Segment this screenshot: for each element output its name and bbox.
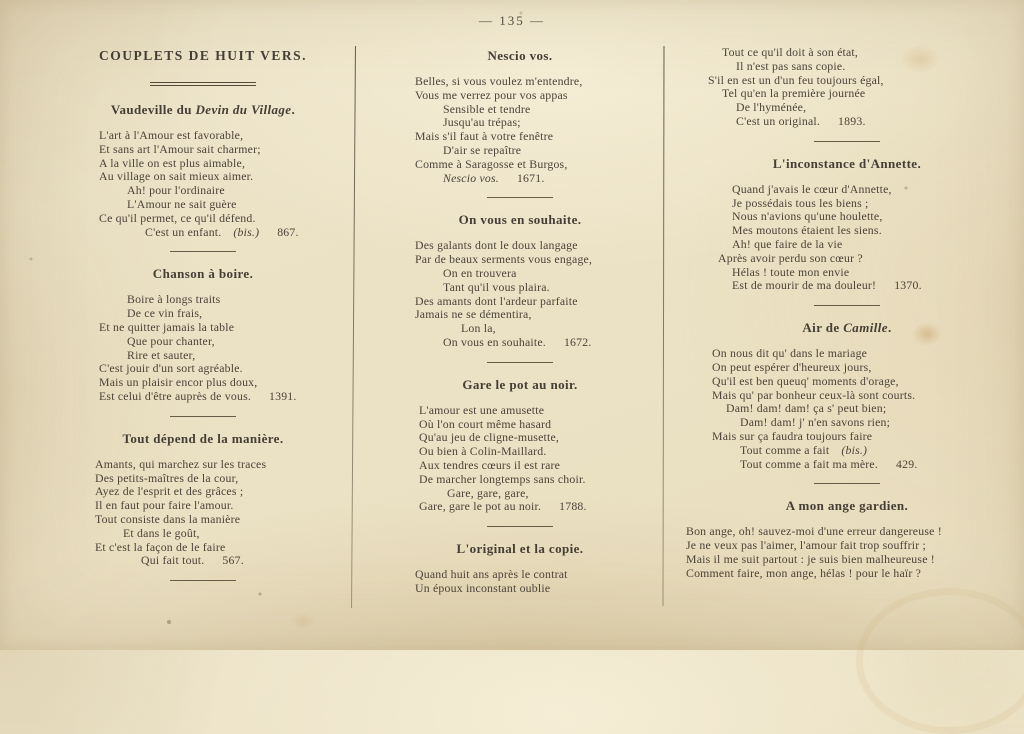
verse-text: L'Amour ne sait guère xyxy=(127,196,237,211)
verse-line xyxy=(127,198,331,212)
song-ref-number: 1672. xyxy=(563,334,592,349)
verse-text: Il n'est pas sans copie. xyxy=(736,58,846,73)
paper-specks xyxy=(0,0,2,2)
verse-line xyxy=(419,459,659,473)
verse-text: On vous en souhaite. xyxy=(443,334,546,349)
verse-line xyxy=(447,487,659,501)
verse-line xyxy=(95,513,331,527)
verse-text: Hélas ! toute mon envie xyxy=(732,264,850,279)
section-title-text: Air de xyxy=(802,320,844,336)
verse-line xyxy=(123,527,331,541)
stanza xyxy=(419,404,659,514)
poem-section xyxy=(676,320,1018,484)
section-title-text: L'original et la copie. xyxy=(456,541,584,557)
section-title-text: Devin du Village xyxy=(195,102,292,117)
verse-line xyxy=(443,336,659,350)
verse-text: Gare, gare le pot au noir. xyxy=(419,499,542,514)
verse-line xyxy=(726,402,1018,416)
poem-section xyxy=(676,498,1018,580)
verse-line xyxy=(127,349,331,363)
section-title xyxy=(676,156,1018,172)
poem-section xyxy=(75,266,331,416)
verse-line xyxy=(145,226,331,240)
stanza xyxy=(415,239,659,349)
verse-line xyxy=(712,389,1018,403)
verse-text: Des petits-maîtres de la cour, xyxy=(95,470,239,485)
column-header xyxy=(75,48,331,86)
column-header-title: COUPLETS DE HUIT VERS. xyxy=(98,48,308,63)
stanza xyxy=(686,525,1018,580)
verse-text: Des amants dont l'ardeur parfaite xyxy=(415,293,578,308)
verse-line xyxy=(99,170,331,184)
verse-line xyxy=(419,418,659,432)
verse-line xyxy=(95,458,331,472)
section-title-text: A mon ange gardien. xyxy=(785,498,909,514)
verse-line xyxy=(99,143,331,157)
verse-text: Sensible et tendre xyxy=(443,101,531,116)
poem-section xyxy=(381,212,659,362)
poem-section xyxy=(381,48,659,198)
verse-line xyxy=(732,266,1018,280)
song-ref-number: 429. xyxy=(896,456,918,471)
verse-text: Je possédais tous les biens ; xyxy=(732,195,869,210)
verse-line xyxy=(419,473,659,487)
verse-text: Lon la, xyxy=(461,321,496,336)
verse-line xyxy=(732,183,1018,197)
bis-marker: (bis.) xyxy=(841,442,868,457)
verse-line xyxy=(99,129,331,143)
verse-text: Nous n'avions qu'une houlette, xyxy=(732,209,883,224)
poem-section xyxy=(676,46,1018,142)
verse-text: Qui fait tout. xyxy=(141,553,205,568)
verse-text: Je ne veux pas l'aimer, l'amour fait trop souffrir ; xyxy=(686,538,927,553)
verse-line xyxy=(415,582,659,596)
verse-text: Mais qu' par bonheur ceux-là sont courts. xyxy=(712,387,916,402)
verse-line xyxy=(127,293,331,307)
section-title-text: Chanson à boire. xyxy=(152,266,254,282)
verse-text: De l'hyménée, xyxy=(736,100,807,115)
verse-line xyxy=(99,362,331,376)
poem-section xyxy=(381,541,659,596)
verse-text: D'air se repaître xyxy=(443,142,522,157)
section-title xyxy=(381,48,659,64)
verse-text: Où l'on court même hasard xyxy=(419,416,552,431)
verse-line xyxy=(99,321,331,335)
section-divider xyxy=(487,526,553,527)
verse-text: Jusqu'au trépas; xyxy=(443,115,521,130)
page-number: — 135 — xyxy=(479,13,545,28)
section-title xyxy=(381,377,659,393)
verse-line xyxy=(712,361,1018,375)
section-divider xyxy=(170,251,236,252)
verse-text: Tout comme a fait ma mère. xyxy=(740,456,879,471)
verse-text: Comme à Saragosse et Burgos, xyxy=(415,156,568,171)
paper-stain xyxy=(290,612,316,630)
verse-line xyxy=(732,224,1018,238)
verse-line xyxy=(461,322,659,336)
verse-text: C'est un original. xyxy=(736,113,821,128)
section-title-text: Nescio vos. xyxy=(487,48,553,63)
verse-line xyxy=(722,87,1018,101)
verse-text: Ou bien à Colin-Maillard. xyxy=(419,444,547,459)
stanza xyxy=(415,75,659,185)
poem-section xyxy=(381,377,659,527)
song-ref-number: 867. xyxy=(277,224,299,239)
verse-text: Et c'est la façon de le faire xyxy=(95,539,226,554)
stanza xyxy=(99,293,331,403)
verse-line xyxy=(141,554,331,568)
verse-text: Il en faut pour faire l'amour. xyxy=(95,498,234,513)
verse-line xyxy=(95,499,331,513)
section-divider xyxy=(814,141,880,142)
section-divider xyxy=(487,362,553,363)
verse-line xyxy=(708,74,1018,88)
song-ref-number: 1391. xyxy=(269,388,297,403)
verse-line xyxy=(443,281,659,295)
verse-line xyxy=(718,252,1018,266)
verse-text: Mais il me suit partout : je suis bien malheureuse ! xyxy=(686,551,935,566)
column-divider-left xyxy=(351,46,356,608)
verse-text: S'il en est un d'un feu toujours égal, xyxy=(708,72,884,87)
verse-text: Par de beaux serments vous engage, xyxy=(415,252,593,267)
section-title-text: L'inconstance d'Annette. xyxy=(772,155,922,171)
song-ref-number: 1893. xyxy=(838,113,866,128)
verse-text: Et dans le goût, xyxy=(123,525,200,540)
section-title-text: . xyxy=(887,320,892,336)
poem-section xyxy=(75,431,331,581)
verse-line xyxy=(443,103,659,117)
verse-line xyxy=(712,430,1018,444)
section-divider xyxy=(814,305,880,306)
verse-text: C'est jouir d'un sort agréable. xyxy=(99,361,243,376)
stanza xyxy=(415,568,659,596)
verse-line xyxy=(415,89,659,103)
verse-line xyxy=(712,375,1018,389)
verse-text: De marcher longtemps sans choir. xyxy=(419,471,586,486)
verse-text: Tant qu'il vous plaira. xyxy=(443,279,550,294)
verse-text: Tel qu'en la première journée xyxy=(722,86,866,101)
verse-line xyxy=(415,253,659,267)
verse-text: Mais s'il faut à votre fenêtre xyxy=(415,129,554,144)
verse-line xyxy=(740,444,1018,458)
section-title-text: On vous en souhaite. xyxy=(458,212,582,228)
song-ref-number: 1671. xyxy=(516,170,545,185)
stanza xyxy=(708,46,1018,129)
column-right xyxy=(676,46,1018,581)
verse-line xyxy=(443,144,659,158)
verse-text: Dam! dam! dam! ça s' peut bien; xyxy=(726,401,887,416)
verse-line xyxy=(415,568,659,582)
verse-text: Tout ce qu'il doit à son état, xyxy=(722,45,859,59)
verse-line xyxy=(415,75,659,89)
verse-text: Et ne quitter jamais la table xyxy=(99,319,235,334)
section-divider xyxy=(170,580,236,581)
verse-text: Nescio vos. xyxy=(443,170,499,185)
verse-text: L'amour est une amusette xyxy=(419,402,545,417)
verse-line xyxy=(99,157,331,171)
verse-line xyxy=(732,210,1018,224)
verse-text: Mais sur ça faudra toujours faire xyxy=(712,428,873,443)
double-rule xyxy=(150,82,256,86)
verse-line xyxy=(686,539,1018,553)
column-divider-right xyxy=(663,46,665,606)
section-divider xyxy=(814,483,880,484)
stanza xyxy=(718,183,1018,293)
verse-line xyxy=(686,553,1018,567)
verse-text: Belles, si vous voulez m'entendre, xyxy=(415,74,583,88)
verse-line xyxy=(736,101,1018,115)
verse-line xyxy=(99,390,331,404)
verse-text: Ce qu'il permet, ce qu'il défend. xyxy=(99,210,256,225)
verse-line xyxy=(95,541,331,555)
verse-text: A la ville on est plus aimable, xyxy=(99,155,246,170)
song-ref-number: 1370. xyxy=(894,278,922,293)
section-title xyxy=(75,431,331,447)
verse-text: Que pour chanter, xyxy=(127,333,215,348)
section-title xyxy=(75,266,331,282)
section-title-text: Tout dépend de la manière. xyxy=(122,430,284,446)
verse-text: De ce vin frais, xyxy=(127,306,203,321)
verse-text: Mes moutons étaient les siens. xyxy=(732,223,882,238)
verse-line xyxy=(419,431,659,445)
verse-text: Et sans art l'Amour sait charmer; xyxy=(99,141,261,156)
verse-text: Des galants dont le doux langage xyxy=(415,238,578,253)
stanza xyxy=(99,129,331,239)
verse-text: Tout comme a fait xyxy=(740,442,830,457)
verse-line xyxy=(722,46,1018,60)
verse-text: Quand j'avais le cœur d'Annette, xyxy=(732,181,892,196)
verse-text: Ah! pour l'ordinaire xyxy=(127,183,225,198)
verse-text: Tout consiste dans la manière xyxy=(95,511,241,526)
verse-line xyxy=(712,347,1018,361)
verse-line xyxy=(686,525,1018,539)
section-title-text: Gare le pot au noir. xyxy=(462,376,578,392)
verse-text: Rire et sauter, xyxy=(127,347,196,362)
verse-line xyxy=(419,404,659,418)
section-title-text: Vaudeville du xyxy=(110,102,196,117)
verse-text: Ah! que faire de la vie xyxy=(732,236,843,251)
section-title xyxy=(381,212,659,228)
verse-line xyxy=(127,335,331,349)
verse-line xyxy=(736,60,1018,74)
verse-line xyxy=(415,130,659,144)
poem-section xyxy=(676,156,1018,306)
verse-text: Après avoir perdu son cœur ? xyxy=(718,250,863,265)
verse-text: Un époux inconstant oublie xyxy=(415,580,551,595)
section-title xyxy=(381,541,659,557)
verse-text: Mais un plaisir encor plus doux, xyxy=(99,375,258,390)
section-title-text: Camille xyxy=(843,320,888,336)
verse-line xyxy=(95,472,331,486)
verse-line xyxy=(732,279,1018,293)
verse-line xyxy=(686,567,1018,581)
stanza xyxy=(95,458,331,568)
verse-text: Vous me verrez pour vos appas xyxy=(415,87,568,102)
verse-text: C'est un enfant. xyxy=(145,224,222,239)
verse-line xyxy=(415,295,659,309)
verse-text: Gare, gare, gare, xyxy=(447,485,529,500)
verse-line xyxy=(95,485,331,499)
verse-text: Amants, qui marchez sur les traces xyxy=(95,456,267,471)
verse-line xyxy=(443,116,659,130)
verse-line xyxy=(419,500,659,514)
verse-text: On en trouvera xyxy=(443,265,517,280)
verse-text: On nous dit qu' dans le mariage xyxy=(712,346,868,361)
section-title xyxy=(75,102,331,118)
verse-text: Qu'il est ben queuq' moments d'orage, xyxy=(712,373,899,388)
verse-text: Ayez de l'esprit et des grâces ; xyxy=(95,484,244,499)
verse-text: Dam! dam! j' n'en savons rien; xyxy=(740,415,891,430)
column-left xyxy=(75,48,331,581)
verse-text: Jamais ne se démentira, xyxy=(415,307,532,322)
verse-line xyxy=(740,458,1018,472)
verse-text: Est de mourir de ma douleur! xyxy=(732,278,877,293)
song-ref-number: 567. xyxy=(222,553,244,568)
verse-line xyxy=(127,184,331,198)
poem-section xyxy=(75,102,331,252)
verse-line xyxy=(740,416,1018,430)
verse-line xyxy=(732,238,1018,252)
verse-line xyxy=(415,308,659,322)
section-title xyxy=(676,320,1018,336)
verse-text: Est celui d'être auprès de vous. xyxy=(99,388,252,403)
bis-marker: (bis.) xyxy=(233,224,260,239)
verse-text: L'art à l'Amour est favorable, xyxy=(99,128,244,142)
verse-text: Comment faire, mon ange, hélas ! pour le haïr ? xyxy=(686,565,922,580)
verse-line xyxy=(736,115,1018,129)
verse-line xyxy=(419,445,659,459)
coffee-ring-stain xyxy=(856,588,1024,734)
verse-line xyxy=(99,212,331,226)
verse-line xyxy=(443,267,659,281)
section-divider xyxy=(487,197,553,198)
verse-text: Bon ange, oh! sauvez-moi d'une erreur dangereuse ! xyxy=(686,524,942,539)
verse-line xyxy=(127,307,331,321)
stanza xyxy=(712,347,1018,471)
verse-line xyxy=(415,158,659,172)
verse-line xyxy=(443,172,659,186)
section-title-text: . xyxy=(291,102,296,117)
column-center xyxy=(381,48,659,596)
verse-text: Quand huit ans après le contrat xyxy=(415,567,568,582)
verse-text: Qu'au jeu de cligne-musette, xyxy=(419,430,560,445)
section-title xyxy=(676,498,1018,514)
song-ref-number: 1788. xyxy=(559,499,587,514)
verse-line xyxy=(99,376,331,390)
verse-text: Boire à longs traits xyxy=(127,292,221,307)
section-divider xyxy=(170,416,236,417)
verse-line xyxy=(415,239,659,253)
verse-text: On peut espérer d'heureux jours, xyxy=(712,359,872,374)
verse-text: Au village on sait mieux aimer. xyxy=(99,169,254,184)
verse-text: Aux tendres cœurs il est rare xyxy=(419,457,561,472)
verse-line xyxy=(732,197,1018,211)
